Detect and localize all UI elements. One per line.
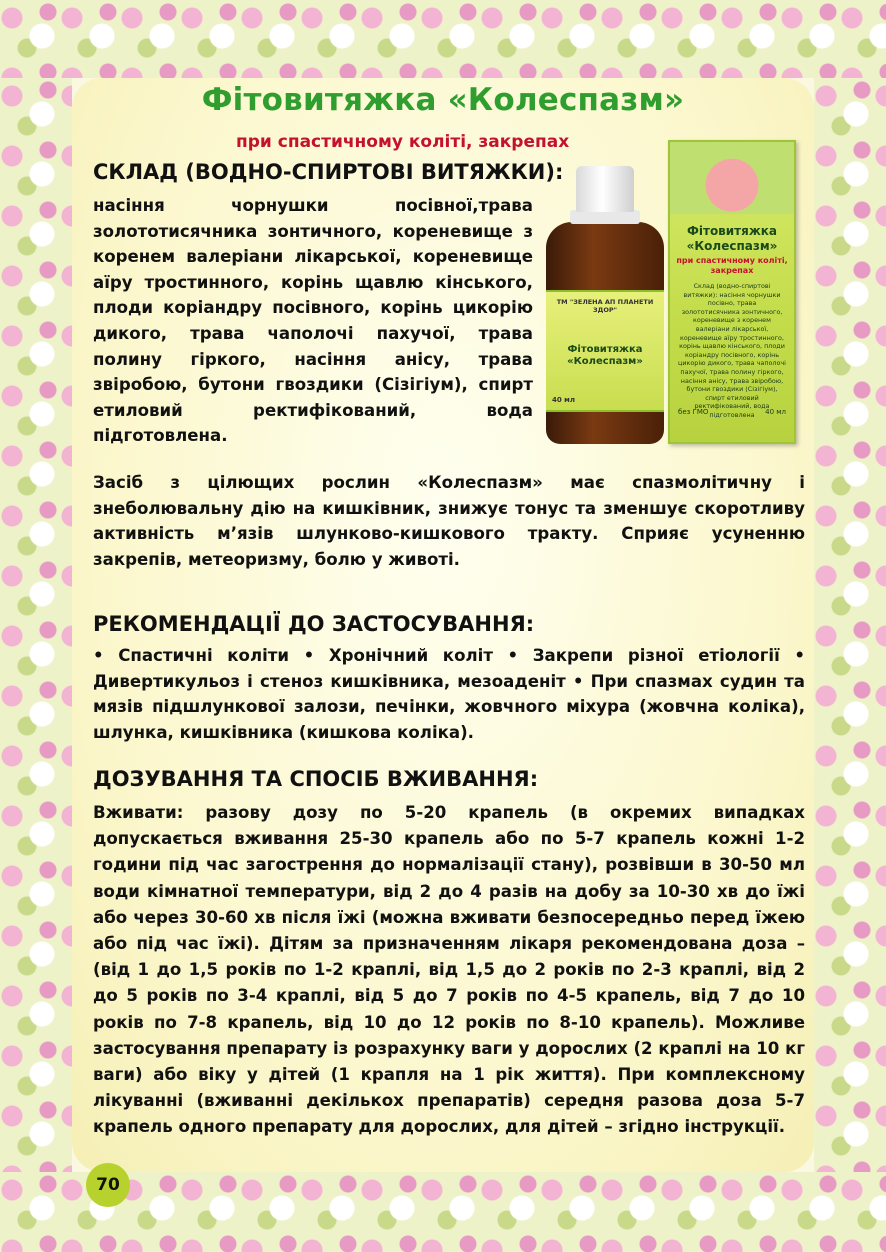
- bottle-label-name: Фітовитяжка «Колеспазм»: [567, 344, 643, 367]
- floral-border-bottom: [0, 1172, 886, 1252]
- product-image: [540, 140, 802, 446]
- bottle-ring: [570, 210, 640, 224]
- box-composition: Склад (водно-спиртові витяжки): насіння чорнушки посівно, трава золототисячника зонтичного, кореневище з коренем валеріани лікарської, кореневище аїру тростинного, корінь щавлю кінського, плоди коріандру посівного, корінь цикорію дикого, трава чаполочі пахучої, трава полину гіркого, насіння анісу, трава звіробою, бутони гвоздики (Сізігіум), спирт етиловий ректифікований, вода підготовлена: [678, 282, 786, 419]
- bottle-label-volume: 40 мл: [552, 396, 576, 404]
- product-box: [668, 140, 796, 444]
- box-illustration: [670, 142, 794, 214]
- description-text: Засіб з цілющих рослин «Колеспазм» має спазмолітичну і знеболювальну дію на кишківник, знижує тонус та зменшує скоротливу активність м’язів шлунково-кишкового тракту. Сприяє усуненню закрепів, метеоризму, болю у животі.: [93, 473, 805, 569]
- composition-text: насіння чорнушки посівної,трава золототисячника зонтичного, кореневище з коренем валеріани лікарської, кореневище аїру тростинного, корінь щавлю кінського, плоди коріандру посівного, корінь цикорію дикого, трава чаполочі пахучої, трава полину гіркого, насіння анісу, трава звіробою, бутони гвоздики (Сізігіум), спирт етиловий ректифікований, вода підготовлена.: [93, 196, 533, 446]
- box-footer: [678, 408, 786, 416]
- bottle-label: [546, 290, 664, 412]
- recommendations-text: • Спастичні коліти • Хронічний коліт • Закрепи різної етіології • Дивертикульоз і стеноз кишківника, мезоаденіт • При спазмах судин та мязів підшлункової залози, печінки, жовчного міхура (жовчна коліка), шлунка, кишківника (кишкова коліка).: [93, 646, 805, 742]
- recommendations-heading: РЕКОМЕНДАЦІЇ ДО ЗАСТОСУВАННЯ:: [93, 612, 535, 636]
- bottle-cap: [576, 166, 634, 212]
- box-gmo: без ГМО: [678, 408, 709, 416]
- box-name: Фітовитяжка «Колеспазм»: [686, 224, 778, 253]
- dosage-heading: ДОЗУВАННЯ ТА СПОСІБ ВЖИВАННЯ:: [93, 767, 539, 791]
- box-volume: 40 мл: [765, 408, 786, 416]
- composition-heading: СКЛАД (ВОДНО-СПИРТОВІ ВИТЯЖКИ):: [93, 160, 564, 184]
- dosage-text: Вживати: разову дозу по 5-20 крапель (в окремих випадках допускається вживання 25-30 крапель або по 5-7 крапель кожні 1-2 години під час загострення до нормалізації стану), розвівши в 30-50 мл води кімнатної температури, від 2 до 4 разів на добу за 10-30 хв до їжі або через 30-60 хв після їжі (можна вживати безпосередньо перед їжею або під час їжі). Дітям за призначенням лікаря рекомендована доза – (від 1 до 1,5 років по 1-2 краплі, від 1,5 до 2 років по 2-3 краплі, від 2 до 5 років по 3-4 краплі, від 5 до 7 років по 4-5 крапель, від 7 до 10 років по 7-8 крапель, від 10 до 12 років по 8-10 крапель). Можливе застосування препарату із розрахунку ваги у дорослих (2 краплі на 10 кг ваги) або віку у дітей (1 крапля на 1 рік життя). При комплексному лікуванні (вживанні декількох препаратів) середня разова доза 5-7 крапель одного препарату для дорослих, для дітей – згідно інструкції.: [93, 803, 806, 1137]
- floral-border-left: [0, 78, 72, 1172]
- page-title: Фітовитяжка «Колеспазм»: [201, 82, 685, 118]
- page-subtitle: при спастичному коліті, закрепах: [236, 132, 570, 152]
- floral-border-right: [814, 78, 886, 1172]
- box-subtitle: при спастичному коліті, закрепах: [676, 256, 788, 275]
- page-number-badge: 70: [86, 1163, 130, 1207]
- bottle-label-brand: ТМ "ЗЕЛЕНА АП ПЛАНЕТИ ЗДОР": [556, 298, 654, 314]
- floral-border-top: [0, 0, 886, 78]
